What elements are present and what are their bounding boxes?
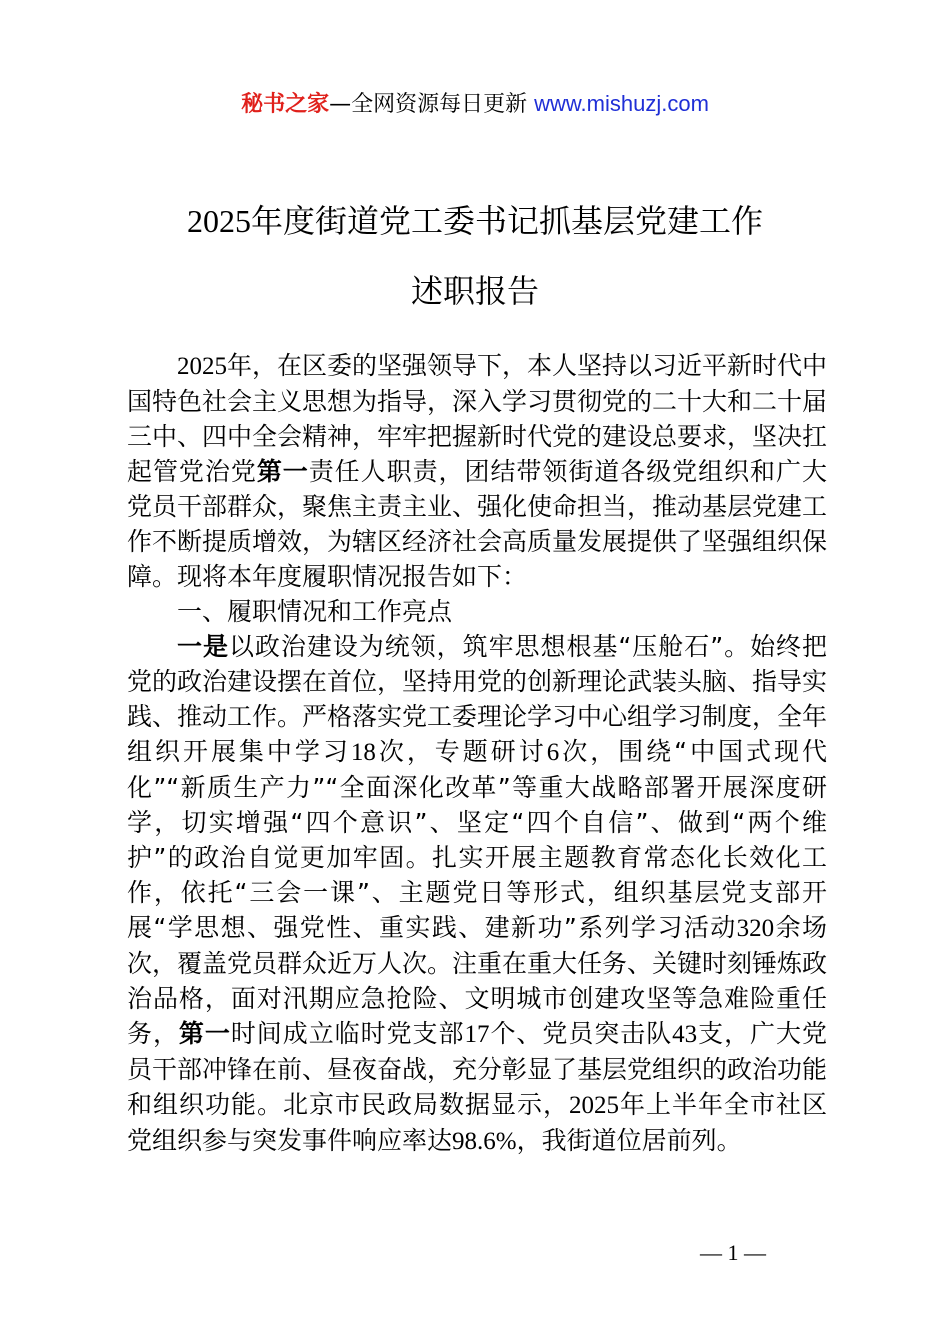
document-body (127, 348, 827, 1159)
header-tagline: —全网资源每日更新 (329, 92, 535, 117)
site-url-link[interactable]: www.mishuzj.com (534, 91, 709, 116)
para1-percent: 98.6% (452, 1128, 517, 1155)
intro-text-1: 年，在区委的坚强领导下，本人坚持以习近平新时代中国特色社会主义思想为指导，深入学习贯彻党的二十大和二十届三中、四中全会精神，牢牢把握新时代党的建设总要求，坚决扛起管党治党 (127, 351, 828, 486)
para1-num-18: 18 (350, 739, 376, 766)
para1-text-8: 年上半年全市社区党组织参与突发事件响应率达 (127, 1090, 827, 1155)
title-year: 2025 (186, 203, 251, 239)
para1-text-9: ，我街道位居前列。 (516, 1126, 742, 1155)
site-header (0, 88, 950, 121)
para1-num-2025: 2025 (568, 1092, 619, 1119)
intro-year: 2025 (177, 353, 227, 380)
title-line-2: 述职报告 (410, 272, 539, 310)
brand-name: 秘书之家 (241, 92, 330, 117)
para1-text-5: 时间成立临时党支部 (230, 1019, 465, 1048)
para1-num-43: 43 (672, 1021, 698, 1048)
section-heading-1: 一、履职情况和工作亮点 (177, 597, 453, 626)
para1-num-17: 17 (464, 1021, 490, 1048)
intro-paragraph (127, 348, 827, 594)
intro-bold-first: 第一 (256, 457, 309, 486)
para1-num-320: 320 (736, 915, 775, 942)
paragraph-1 (127, 629, 827, 1159)
para1-text-1: 以政治建设为统领，筑牢思想根基“压舱石”。始终把党的政治建设摆在首位，坚持用党的创新理论武装头脑、指导实践、推动工作。严格落实党工委理论学习中心组学习制度，全年组织开展集中学习 (127, 632, 828, 766)
para1-num-6: 6 (546, 739, 560, 766)
para1-bold-first: 第一 (178, 1019, 231, 1048)
para1-text-4: 余场次，覆盖党员群众近万人次。注重在重大任务、关键时刻锤炼政治品格，面对汛期应急抢险、文明城市创建攻坚等急难险重任务， (127, 913, 828, 1048)
page-number: — 1 — (700, 1240, 766, 1265)
intro-text-2: 责任人职责，团结带领街道各级党组织和广大党员干部群众，聚焦主责主业、强化使命担当，推动基层党建工作不断提质增效，为辖区经济社会高质量发展提供了坚强组织保障。现将本年度履职情况报告如下： (127, 457, 828, 591)
para1-text-3: 次，围绕“中国式现代化”“新质生产力”“全面深化改革”等重大战略部署开展深度研学，切实增强“四个意识”、坚定“四个自信”、做到“两个维护”的政治自觉更加牢固。扎实开展主题教育常态化长效化工作，依托“三会一课”、主题党日等形式，组织基层党支部开展“学思想、强党性、重实践、建新功”系列学习活动 (127, 737, 827, 942)
para1-text-6: 个、党员突击队 (489, 1019, 673, 1048)
para1-lead: 一是 (177, 632, 229, 661)
para1-text-7: 支，广大党员干部冲锋在前、昼夜奋战，充分彰显了基层党组织的政治功能和组织功能。北京市民政局数据显示， (127, 1019, 828, 1119)
title-line-1-text: 年度街道党工委书记抓基层党建工作 (250, 202, 763, 240)
title-line-1 (0, 186, 950, 256)
para1-text-2: 次，专题研讨 (375, 737, 547, 766)
document-title (0, 186, 950, 326)
